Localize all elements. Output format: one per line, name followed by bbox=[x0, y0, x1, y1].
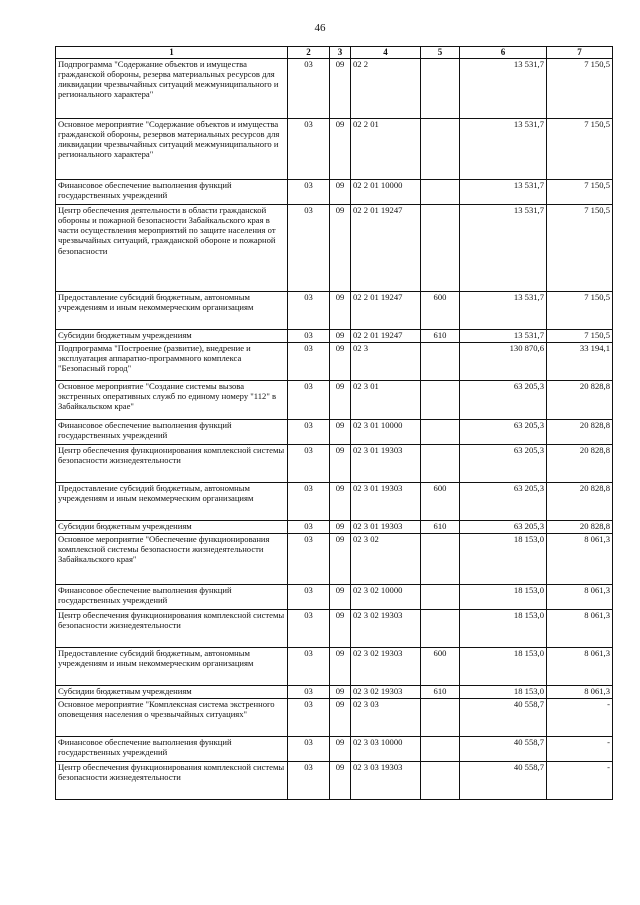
row-name-cell: Финансовое обеспечение выполнения функций государственных учреждений bbox=[56, 180, 288, 205]
page-number: 46 bbox=[314, 22, 326, 34]
column-header: 2 bbox=[288, 47, 330, 59]
target-article-cell: 02 3 01 19303 bbox=[351, 483, 421, 521]
expense-type-cell bbox=[421, 699, 460, 737]
subsection-code-cell: 09 bbox=[330, 585, 351, 610]
table-row bbox=[56, 737, 613, 762]
row-name-cell: Центр обеспечения функционирования комплексной системы безопасности жизнедеятельности bbox=[56, 610, 288, 648]
target-article-cell: 02 3 02 19303 bbox=[351, 686, 421, 699]
amount-col6-cell: 63 205,3 bbox=[460, 521, 547, 534]
table-row bbox=[56, 445, 613, 483]
section-code-cell: 03 bbox=[288, 292, 330, 330]
subsection-code-cell: 09 bbox=[330, 483, 351, 521]
section-code-cell: 03 bbox=[288, 119, 330, 180]
table-row bbox=[56, 521, 613, 534]
table-row bbox=[56, 59, 613, 119]
target-article-cell: 02 3 03 bbox=[351, 699, 421, 737]
expense-type-cell bbox=[421, 762, 460, 800]
target-article-cell: 02 3 01 19303 bbox=[351, 445, 421, 483]
row-name-cell: Предоставление субсидий бюджетным, автономным учреждениям и иным некоммерческим организациям bbox=[56, 292, 288, 330]
amount-col7-cell: 20 828,8 bbox=[547, 420, 613, 445]
column-header: 5 bbox=[421, 47, 460, 59]
subsection-code-cell: 09 bbox=[330, 205, 351, 292]
target-article-cell: 02 3 bbox=[351, 343, 421, 381]
section-code-cell: 03 bbox=[288, 610, 330, 648]
section-code-cell: 03 bbox=[288, 343, 330, 381]
section-code-cell: 03 bbox=[288, 330, 330, 343]
amount-col6-cell: 18 153,0 bbox=[460, 610, 547, 648]
target-article-cell: 02 2 01 10000 bbox=[351, 180, 421, 205]
subsection-code-cell: 09 bbox=[330, 445, 351, 483]
expense-type-cell bbox=[421, 585, 460, 610]
subsection-code-cell: 09 bbox=[330, 420, 351, 445]
table-row bbox=[56, 762, 613, 800]
target-article-cell: 02 3 01 10000 bbox=[351, 420, 421, 445]
amount-col7-cell: 20 828,8 bbox=[547, 445, 613, 483]
section-code-cell: 03 bbox=[288, 762, 330, 800]
amount-col7-cell: 33 194,1 bbox=[547, 343, 613, 381]
row-name-cell: Основное мероприятие "Комплексная система экстренного оповещения населения о чрезвычайных ситуациях" bbox=[56, 699, 288, 737]
amount-col6-cell: 63 205,3 bbox=[460, 445, 547, 483]
table-header-row bbox=[56, 47, 613, 59]
section-code-cell: 03 bbox=[288, 686, 330, 699]
section-code-cell: 03 bbox=[288, 699, 330, 737]
expense-type-cell bbox=[421, 59, 460, 119]
table-row bbox=[56, 585, 613, 610]
row-name-cell: Центр обеспечения функционирования комплексной системы безопасности жизнедеятельности bbox=[56, 445, 288, 483]
table-row bbox=[56, 330, 613, 343]
subsection-code-cell: 09 bbox=[330, 343, 351, 381]
column-header: 4 bbox=[351, 47, 421, 59]
amount-col6-cell: 63 205,3 bbox=[460, 483, 547, 521]
target-article-cell: 02 3 02 19303 bbox=[351, 648, 421, 686]
subsection-code-cell: 09 bbox=[330, 521, 351, 534]
amount-col7-cell: 7 150,5 bbox=[547, 205, 613, 292]
table-row bbox=[56, 205, 613, 292]
amount-col7-cell: 7 150,5 bbox=[547, 292, 613, 330]
row-name-cell: Предоставление субсидий бюджетным, автономным учреждениям и иным некоммерческим организациям bbox=[56, 483, 288, 521]
subsection-code-cell: 09 bbox=[330, 330, 351, 343]
expense-type-cell bbox=[421, 180, 460, 205]
amount-col7-cell: 7 150,5 bbox=[547, 59, 613, 119]
target-article-cell: 02 3 03 10000 bbox=[351, 737, 421, 762]
amount-col7-cell: - bbox=[547, 699, 613, 737]
expense-type-cell: 610 bbox=[421, 330, 460, 343]
target-article-cell: 02 3 02 bbox=[351, 534, 421, 585]
amount-col7-cell: 7 150,5 bbox=[547, 330, 613, 343]
section-code-cell: 03 bbox=[288, 648, 330, 686]
column-header: 3 bbox=[330, 47, 351, 59]
subsection-code-cell: 09 bbox=[330, 534, 351, 585]
expense-type-cell: 610 bbox=[421, 686, 460, 699]
expense-type-cell bbox=[421, 610, 460, 648]
amount-col6-cell: 40 558,7 bbox=[460, 699, 547, 737]
row-name-cell: Субсидии бюджетным учреждениям bbox=[56, 521, 288, 534]
column-header: 1 bbox=[56, 47, 288, 59]
amount-col7-cell: 20 828,8 bbox=[547, 521, 613, 534]
table-row bbox=[56, 180, 613, 205]
table-row bbox=[56, 343, 613, 381]
amount-col7-cell: 8 061,3 bbox=[547, 686, 613, 699]
column-header: 7 bbox=[547, 47, 613, 59]
subsection-code-cell: 09 bbox=[330, 381, 351, 420]
row-name-cell: Основное мероприятие "Обеспечение функционирования комплексной системы безопасности жизнедеятельности Забайкальского края" bbox=[56, 534, 288, 585]
amount-col6-cell: 13 531,7 bbox=[460, 59, 547, 119]
target-article-cell: 02 2 01 19247 bbox=[351, 330, 421, 343]
table-body bbox=[56, 59, 613, 800]
subsection-code-cell: 09 bbox=[330, 180, 351, 205]
amount-col7-cell: 20 828,8 bbox=[547, 483, 613, 521]
table-row bbox=[56, 686, 613, 699]
expense-type-cell: 600 bbox=[421, 648, 460, 686]
section-code-cell: 03 bbox=[288, 483, 330, 521]
expense-type-cell bbox=[421, 445, 460, 483]
amount-col6-cell: 18 153,0 bbox=[460, 534, 547, 585]
amount-col7-cell: 20 828,8 bbox=[547, 381, 613, 420]
section-code-cell: 03 bbox=[288, 180, 330, 205]
row-name-cell: Основное мероприятие "Создание системы вызова экстренных оперативных служб по единому номеру "112" в Забайкальском крае" bbox=[56, 381, 288, 420]
expense-type-cell: 610 bbox=[421, 521, 460, 534]
amount-col7-cell: 8 061,3 bbox=[547, 585, 613, 610]
section-code-cell: 03 bbox=[288, 737, 330, 762]
budget-table bbox=[55, 46, 613, 800]
table-row bbox=[56, 699, 613, 737]
section-code-cell: 03 bbox=[288, 585, 330, 610]
table-row bbox=[56, 119, 613, 180]
amount-col7-cell: 8 061,3 bbox=[547, 610, 613, 648]
subsection-code-cell: 09 bbox=[330, 59, 351, 119]
target-article-cell: 02 2 01 bbox=[351, 119, 421, 180]
subsection-code-cell: 09 bbox=[330, 686, 351, 699]
expense-type-cell bbox=[421, 420, 460, 445]
section-code-cell: 03 bbox=[288, 420, 330, 445]
table-row bbox=[56, 648, 613, 686]
amount-col6-cell: 40 558,7 bbox=[460, 762, 547, 800]
column-header: 6 bbox=[460, 47, 547, 59]
section-code-cell: 03 bbox=[288, 205, 330, 292]
expense-type-cell: 600 bbox=[421, 292, 460, 330]
subsection-code-cell: 09 bbox=[330, 292, 351, 330]
table-row bbox=[56, 534, 613, 585]
expense-type-cell bbox=[421, 737, 460, 762]
amount-col6-cell: 18 153,0 bbox=[460, 585, 547, 610]
amount-col6-cell: 40 558,7 bbox=[460, 737, 547, 762]
amount-col7-cell: 7 150,5 bbox=[547, 180, 613, 205]
subsection-code-cell: 09 bbox=[330, 610, 351, 648]
expense-type-cell bbox=[421, 119, 460, 180]
row-name-cell: Центр обеспечения функционирования комплексной системы безопасности жизнедеятельности bbox=[56, 762, 288, 800]
row-name-cell: Субсидии бюджетным учреждениям bbox=[56, 330, 288, 343]
amount-col7-cell: 8 061,3 bbox=[547, 534, 613, 585]
expense-type-cell: 600 bbox=[421, 483, 460, 521]
target-article-cell: 02 3 01 bbox=[351, 381, 421, 420]
amount-col6-cell: 63 205,3 bbox=[460, 381, 547, 420]
amount-col6-cell: 18 153,0 bbox=[460, 686, 547, 699]
amount-col7-cell: - bbox=[547, 762, 613, 800]
subsection-code-cell: 09 bbox=[330, 119, 351, 180]
target-article-cell: 02 3 02 19303 bbox=[351, 610, 421, 648]
section-code-cell: 03 bbox=[288, 534, 330, 585]
subsection-code-cell: 09 bbox=[330, 737, 351, 762]
table-row bbox=[56, 610, 613, 648]
expense-type-cell bbox=[421, 381, 460, 420]
table-row bbox=[56, 292, 613, 330]
row-name-cell: Основное мероприятие "Содержание объектов и имущества гражданской обороны, резервов материальных ресурсов для ликвидации чрезвычайных ситуаций межмуниципального и регионального характера" bbox=[56, 119, 288, 180]
row-name-cell: Подпрограмма "Построение (развитие), внедрение и эксплуатация аппаратно-программного комплекса "Безопасный город" bbox=[56, 343, 288, 381]
expense-type-cell bbox=[421, 205, 460, 292]
amount-col6-cell: 13 531,7 bbox=[460, 292, 547, 330]
subsection-code-cell: 09 bbox=[330, 699, 351, 737]
amount-col6-cell: 13 531,7 bbox=[460, 330, 547, 343]
amount-col7-cell: 8 061,3 bbox=[547, 648, 613, 686]
target-article-cell: 02 3 02 10000 bbox=[351, 585, 421, 610]
amount-col6-cell: 63 205,3 bbox=[460, 420, 547, 445]
row-name-cell: Финансовое обеспечение выполнения функций государственных учреждений bbox=[56, 737, 288, 762]
table-row bbox=[56, 483, 613, 521]
row-name-cell: Финансовое обеспечение выполнения функций государственных учреждений bbox=[56, 420, 288, 445]
section-code-cell: 03 bbox=[288, 59, 330, 119]
amount-col7-cell: 7 150,5 bbox=[547, 119, 613, 180]
amount-col6-cell: 13 531,7 bbox=[460, 119, 547, 180]
table-row bbox=[56, 381, 613, 420]
amount-col7-cell: - bbox=[547, 737, 613, 762]
amount-col6-cell: 130 870,6 bbox=[460, 343, 547, 381]
subsection-code-cell: 09 bbox=[330, 762, 351, 800]
section-code-cell: 03 bbox=[288, 521, 330, 534]
expense-type-cell bbox=[421, 534, 460, 585]
table-row bbox=[56, 420, 613, 445]
amount-col6-cell: 13 531,7 bbox=[460, 180, 547, 205]
row-name-cell: Центр обеспечения деятельности в области гражданской обороны и пожарной безопасности Забайкальского края в части осуществления мероприятий по защите населения от чрезвычайных ситуаций, гражданской обороне и пожарной безопасности bbox=[56, 205, 288, 292]
row-name-cell: Предоставление субсидий бюджетным, автономным учреждениям и иным некоммерческим организациям bbox=[56, 648, 288, 686]
target-article-cell: 02 3 03 19303 bbox=[351, 762, 421, 800]
row-name-cell: Финансовое обеспечение выполнения функций государственных учреждений bbox=[56, 585, 288, 610]
section-code-cell: 03 bbox=[288, 445, 330, 483]
section-code-cell: 03 bbox=[288, 381, 330, 420]
target-article-cell: 02 2 bbox=[351, 59, 421, 119]
row-name-cell: Субсидии бюджетным учреждениям bbox=[56, 686, 288, 699]
target-article-cell: 02 3 01 19303 bbox=[351, 521, 421, 534]
expense-type-cell bbox=[421, 343, 460, 381]
target-article-cell: 02 2 01 19247 bbox=[351, 205, 421, 292]
subsection-code-cell: 09 bbox=[330, 648, 351, 686]
amount-col6-cell: 18 153,0 bbox=[460, 648, 547, 686]
target-article-cell: 02 2 01 19247 bbox=[351, 292, 421, 330]
amount-col6-cell: 13 531,7 bbox=[460, 205, 547, 292]
row-name-cell: Подпрограмма "Содержание объектов и имущества гражданской обороны, резерва материальных ресурсов для ликвидации чрезвычайных ситуаций межмуниципального и регионального характера" bbox=[56, 59, 288, 119]
